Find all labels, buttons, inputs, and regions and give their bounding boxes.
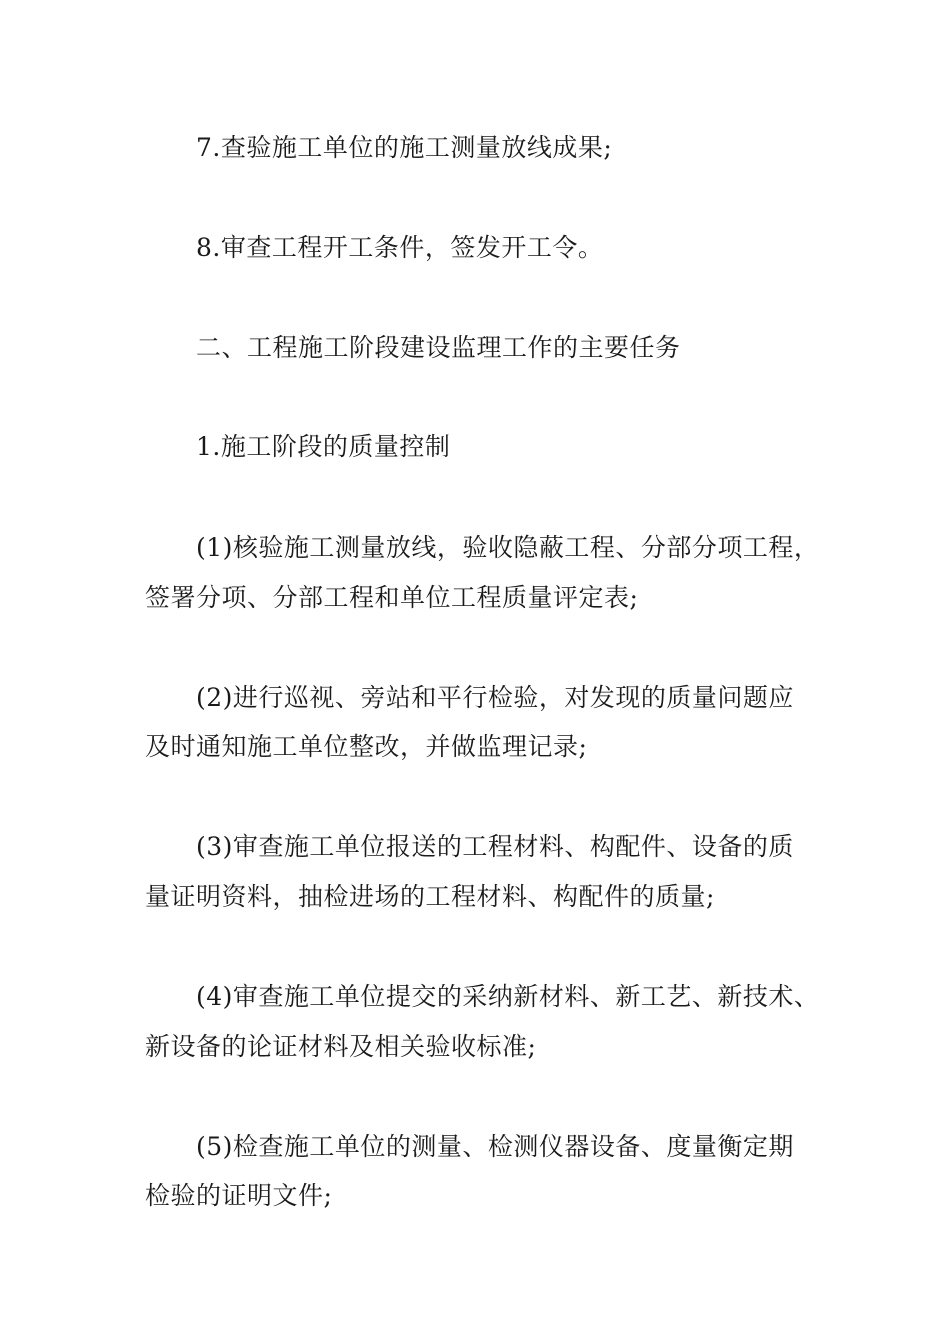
point-5-line-1: (5)检查施工单位的测量、检测仪器设备、度量衡定期 [196, 1132, 794, 1161]
item-7: 7.查验施工单位的施工测量放线成果; [196, 133, 613, 162]
point-3-line-1: (3)审查施工单位报送的工程材料、构配件、设备的质 [196, 832, 794, 861]
point-2-line-2: 及时通知施工单位整改，并做监理记录; [145, 732, 588, 761]
point-4-line-1: (4)审查施工单位提交的采纳新材料、新工艺、新技术、 [196, 982, 820, 1011]
point-1-line-1: (1)核验施工测量放线，验收隐蔽工程、分部分项工程， [196, 533, 820, 562]
point-2-line-1: (2)进行巡视、旁站和平行检验，对发现的质量问题应 [196, 683, 794, 712]
point-3-line-2: 量证明资料，抽检进场的工程材料、构配件的质量; [145, 882, 715, 911]
point-5-line-2: 检验的证明文件; [145, 1181, 333, 1210]
subsection-1-heading: 1.施工阶段的质量控制 [196, 432, 451, 461]
section-2-heading: 二、工程施工阶段建设监理工作的主要任务 [196, 333, 681, 362]
item-8: 8.审查工程开工条件，签发开工令。 [196, 233, 604, 262]
point-1-line-2: 签署分项、分部工程和单位工程质量评定表; [145, 583, 639, 612]
point-4-line-2: 新设备的论证材料及相关验收标准; [145, 1032, 537, 1061]
